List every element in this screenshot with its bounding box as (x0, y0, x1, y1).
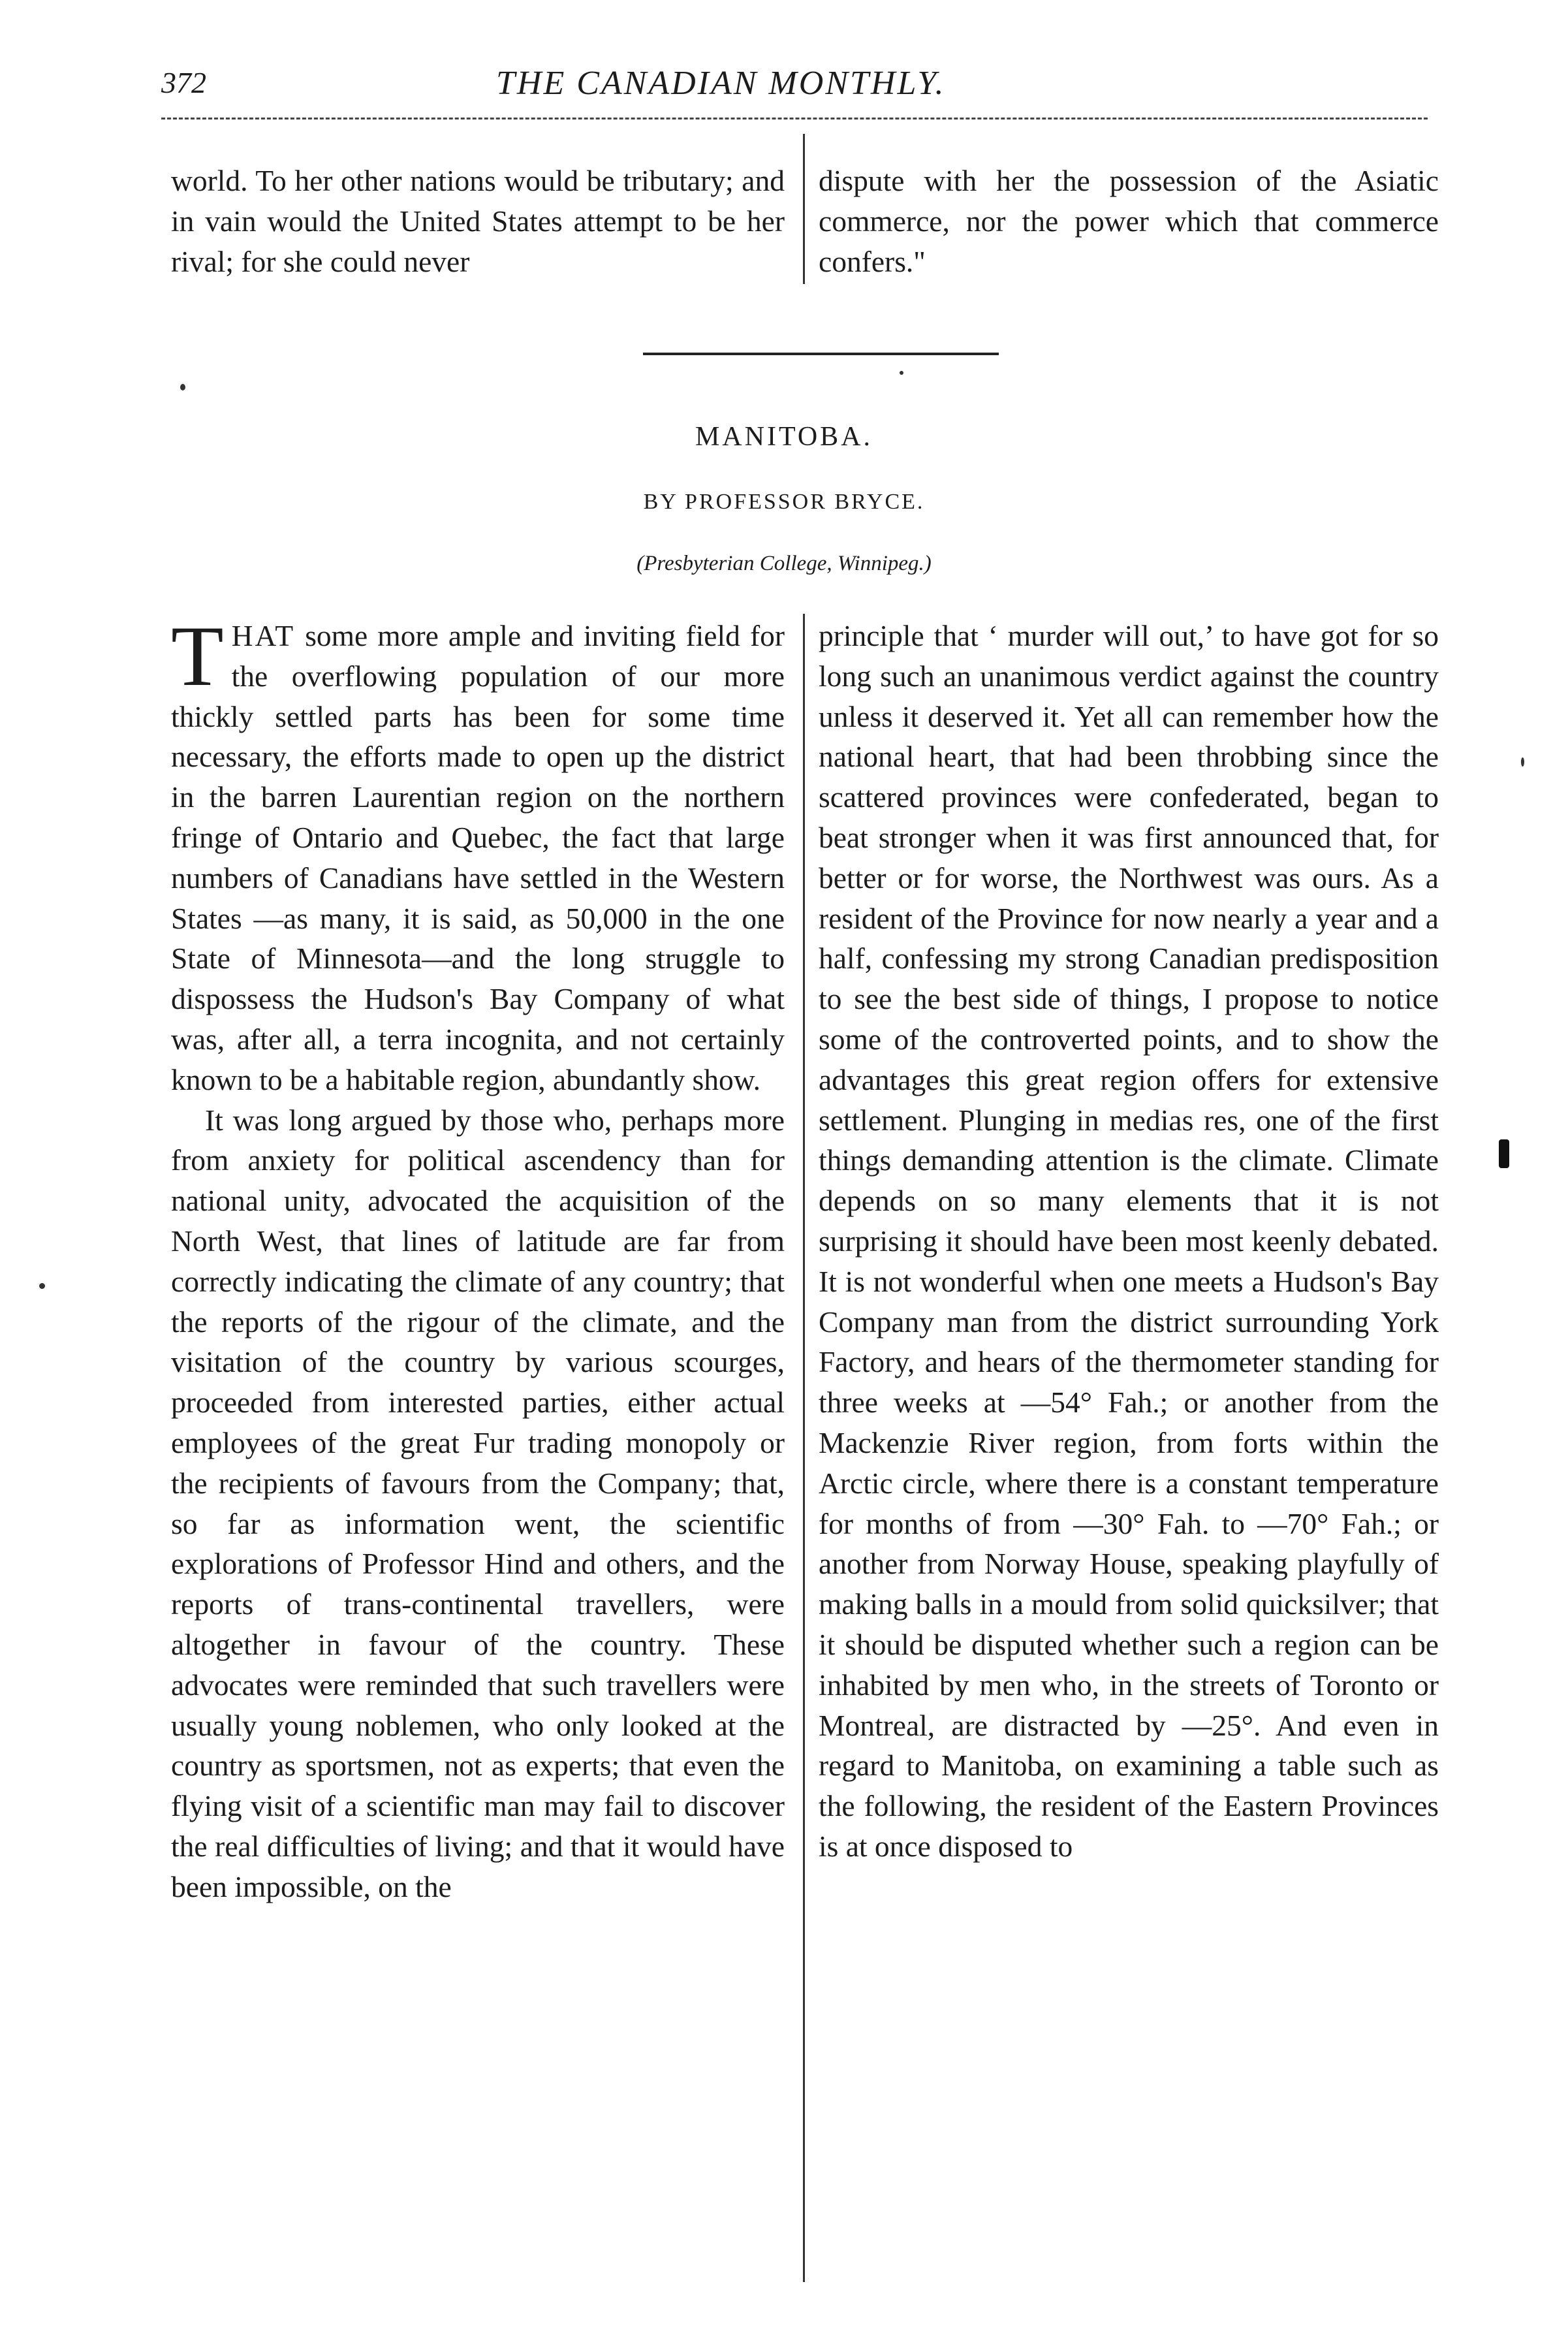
speck (1521, 757, 1524, 767)
top-left-paragraph (171, 161, 785, 281)
top-left-text: world. To her other nations would be tributary; and in vain would the United States attempt to be her rival; for she could never (171, 164, 785, 278)
article-right-column (819, 616, 1439, 1867)
column-divider (803, 614, 805, 2282)
article-paragraph-1 (171, 608, 785, 1100)
ink-blot (1499, 1139, 1509, 1168)
article-title: MANITOBA. (695, 422, 873, 452)
article-byline: BY PROFESSOR BRYCE. (643, 490, 925, 514)
article-left-column (171, 608, 785, 1907)
running-title: THE CANADIAN MONTHLY. (496, 65, 946, 102)
drop-cap: T (171, 608, 224, 704)
right-column-text: principle that ‘ murder will out,’ to have got for so long such an unanimous verdict against the country unless it deserved it. Yet all can remember how the national heart, that had been throbbing since the scattered provinces were confederated, began to beat stronger when it was first announced that, for better or for worse, the Northwest was ours. As a resident of the Province for now nearly a year and a half, confessing my strong Canadian predisposition to see the best side of things, I propose to notice some of the controverted points, and to show the advantages this great region offers for extensive settlement. Plunging in medias res, one of the first things demanding attention is the climate. Climate depends on so many elements that it is not surprising it should have been most keenly debated. It is not wonderful when one meets a Hudson's Bay Company man from the district surrounding York Factory, and hears of the thermometer standing for three weeks at —54° Fah.; or another from the Mackenzie River region, from forts within the Arctic circle, where there is a constant temperature for months of from —30° Fah. to —70° Fah.; or another from Norway House, speaking playfully of making balls in a mould from solid quicksilver; that it should be disputed whether such a region can be inhabited by men who, in the streets of Toronto or Montreal, are distracted by —25°. And even in regard to Manitoba, on examining a table such as the following, the resident of the Eastern Provinces is at once disposed to (819, 619, 1439, 1863)
top-right-text: dispute with her the possession of the Asiatic commerce, nor the power which that commerce confers." (819, 164, 1439, 278)
top-column-divider (803, 134, 805, 284)
speck (180, 384, 185, 390)
header-rule (161, 118, 1428, 119)
opening-word: HAT (231, 619, 296, 652)
page-number: 372 (161, 66, 206, 99)
article-affiliation: (Presbyterian College, Winnipeg.) (636, 552, 932, 575)
section-separator (643, 353, 999, 355)
top-right-paragraph (819, 161, 1439, 281)
speck (900, 371, 903, 375)
speck (39, 1283, 45, 1289)
paragraph-2-text: It was long argued by those who, perhaps more from anxiety for political ascendency than for national unity, advocated the acquisition of the North West, that lines of latitude are far from correctly indicating the climate of any country; that the reports of the rigour of the climate, and the visitation of the country by various scourges, proceeded from interested parties, either actual employees of the great Fur trading monopoly or the recipients of favours from the Company; that, so far as information went, the scientific explorations of Professor Hind and others, and the reports of trans-continental travellers, were altogether in favour of the country. These advocates were reminded that such travellers were usually young noblemen, who only looked at the country as sportsmen, not as experts; that even the flying visit of a scientific man may fail to discover the real difficulties of living; and that it would have been impossible, on the (171, 1103, 785, 1903)
paragraph-1-text: some more ample and inviting field for the overflowing population of our more thickly settled parts has been for some time necessary, the efforts made to open up the district in the barren Laurentian region on the northern fringe of Ontario and Quebec, the fact that large numbers of Canadians have settled in the Western States —as many, it is said, as 50,000 in the one State of Minnesota—and the long struggle to dispossess the Hudson's Bay Company of what was, after all, a terra incognita, and not certainly known to be a habitable region, abundantly show. (171, 619, 785, 1096)
